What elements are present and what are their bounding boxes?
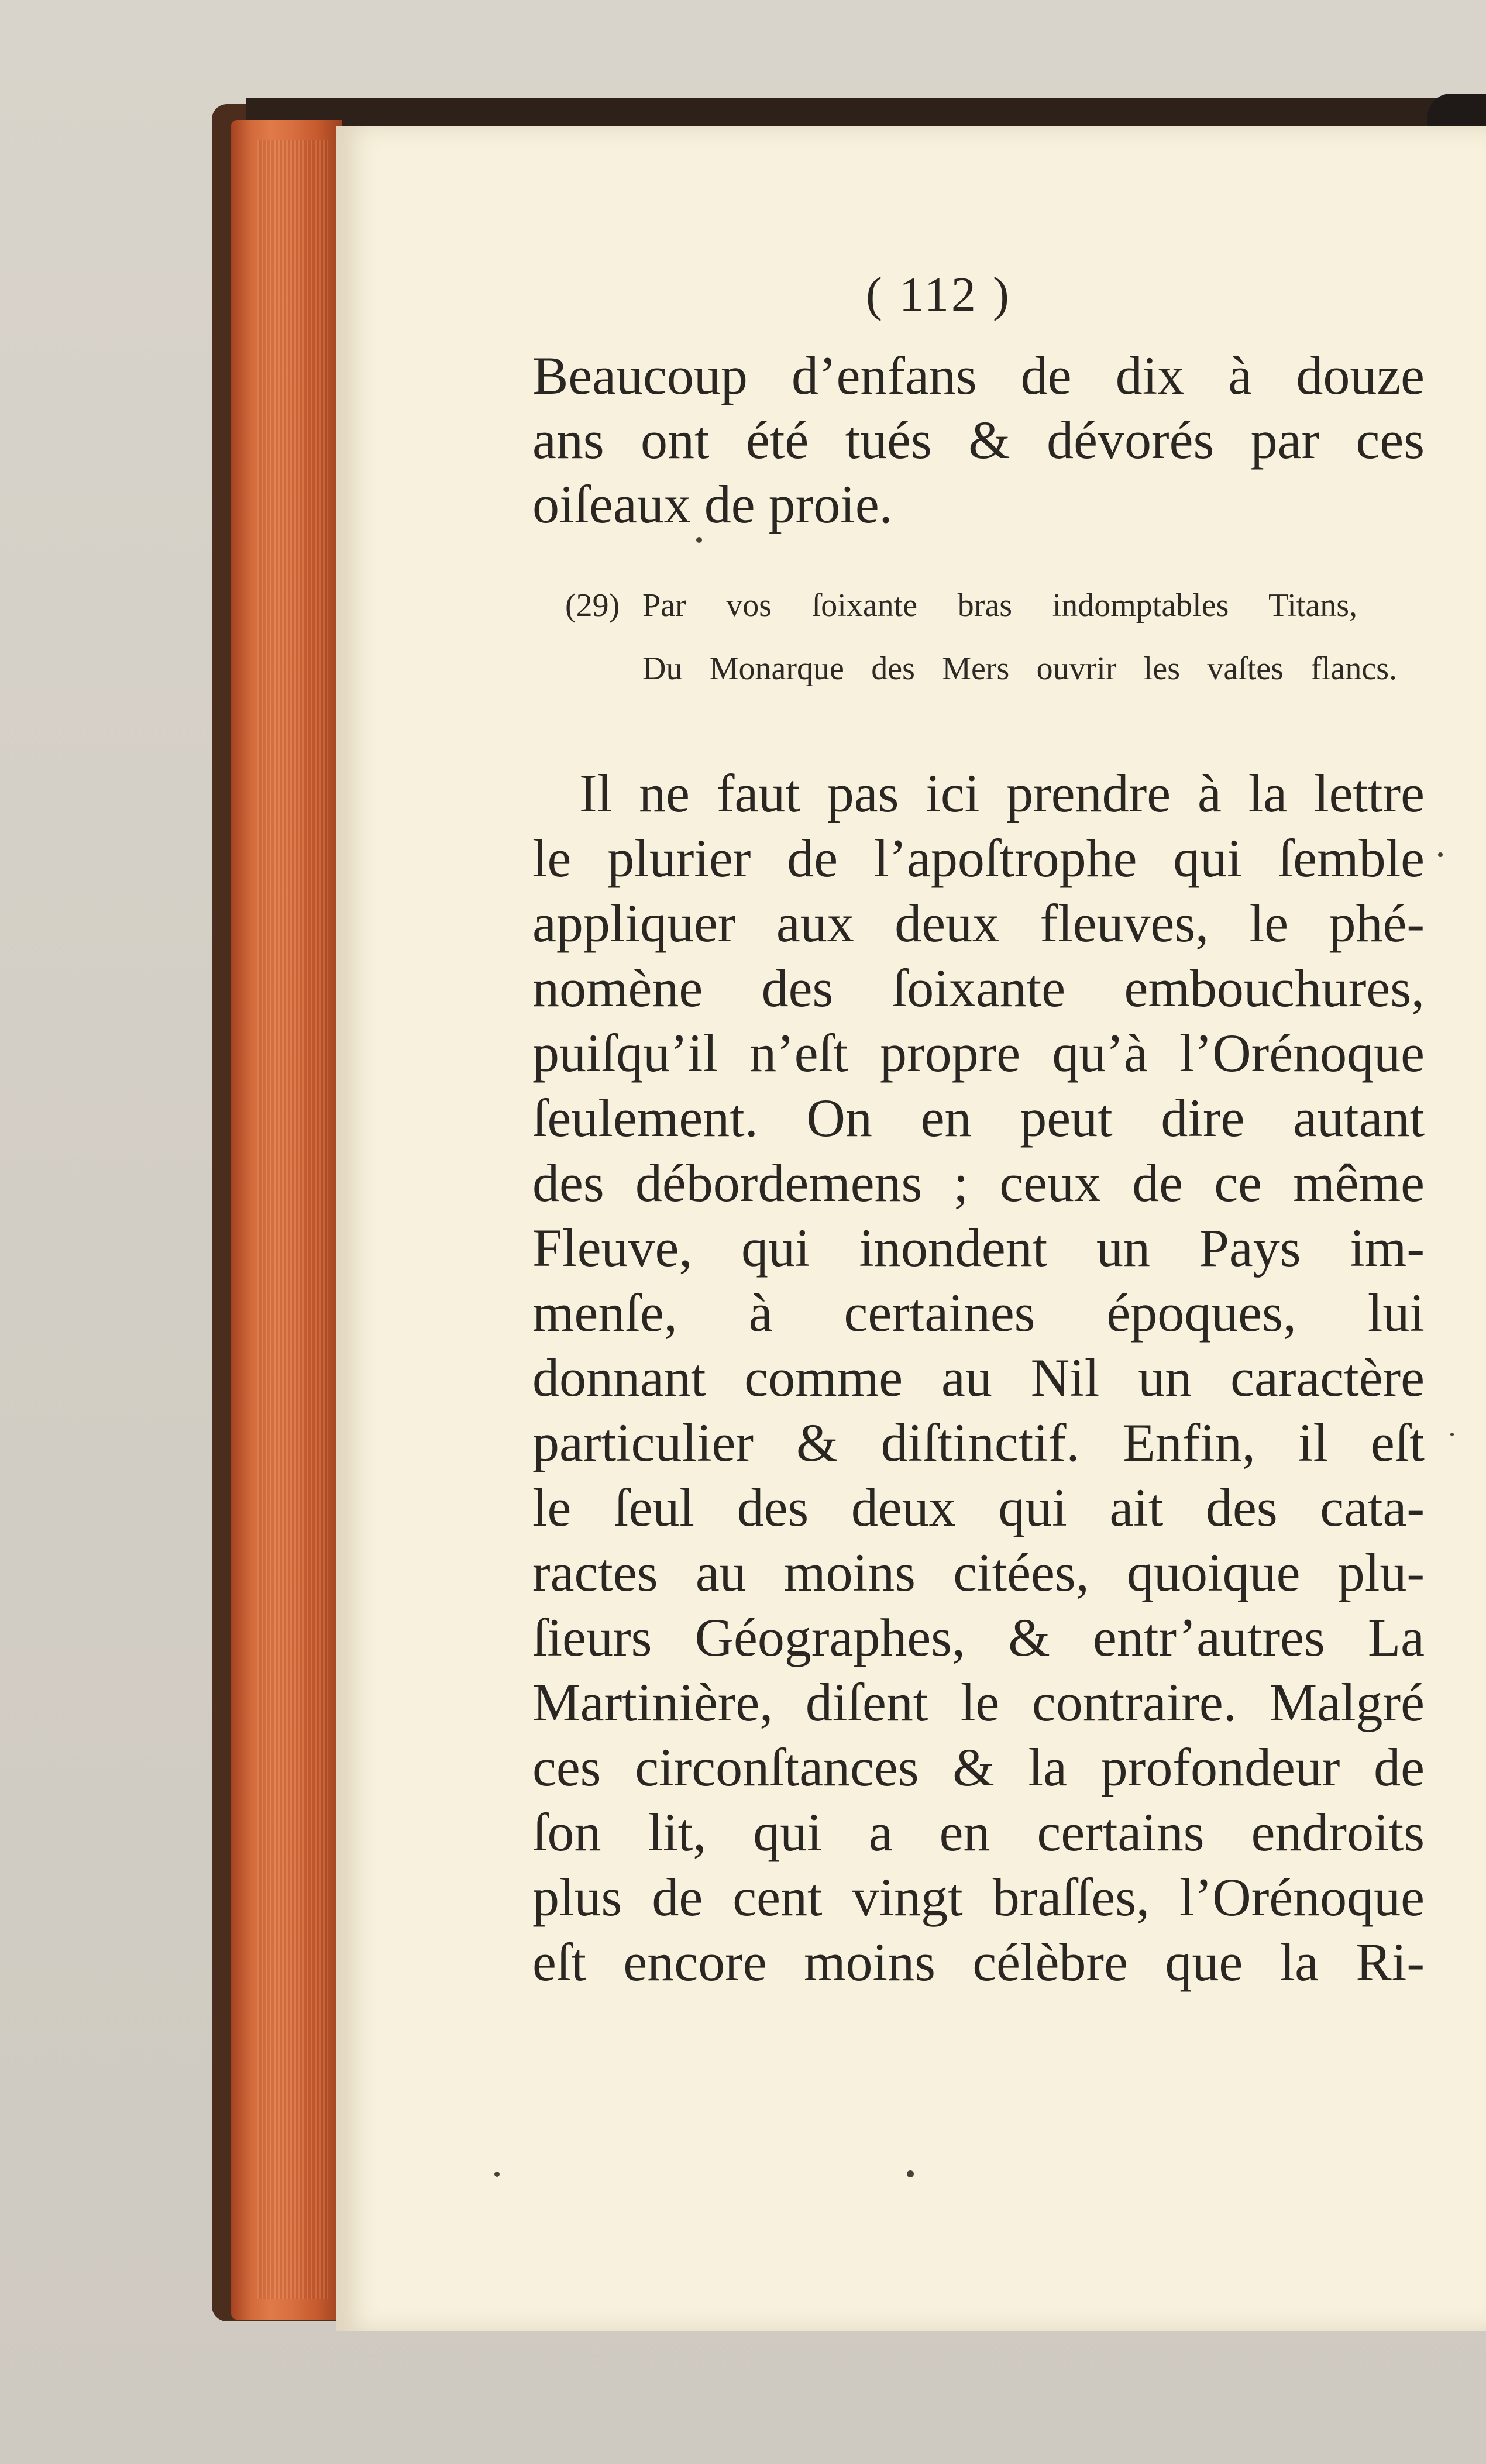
paragraph-2-line: ſon lit, qui a en certains endroits [532,1802,1425,1862]
paragraph-1-line: Beaucoup d’enfans de dix à douze [532,346,1425,405]
paragraph-2-line: appliquer aux deux fleuves, le phé- [532,893,1425,953]
paragraph-2-line: eſt encore moins célèbre que la Ri- [532,1932,1425,1992]
paragraph-1-line: oiſeaux de proie. [532,474,893,534]
paragraph-2-line: particulier & diſtinctif. Enfin, il eſt [532,1413,1425,1472]
paragraph-2-line: Martinière, diſent le contraire. Malgré [532,1673,1425,1732]
page-edge-texture [257,140,328,2299]
footnote-line-1: Par vos ſoixante bras indomptables Titans, [642,587,1357,624]
paragraph-2-line: puiſqu’il n’eſt propre qu’à l’Orénoque [532,1023,1425,1083]
paragraph-2-line: le plurier de l’apoſtrophe qui ſemble [532,828,1425,888]
paragraph-2-line: donnant comme au Nil un caractère [532,1348,1425,1407]
paragraph-2-line: Fleuve, qui inondent un Pays im- [532,1218,1425,1278]
paper-speck [1438,852,1443,857]
paper-speck [1450,1433,1454,1436]
paper-speck [907,2170,914,2177]
paragraph-2-line: le ſeul des deux qui ait des cata- [532,1478,1425,1537]
paragraph-2-line: Il ne faut pas ici prendre à la lettre [579,763,1425,823]
footnote-marker: (29) [565,587,620,624]
book-cover-top-edge [246,98,1486,126]
paper-speck [696,537,702,543]
paragraph-2-line: ſeulement. On en peut dire autant [532,1088,1425,1148]
paragraph-2-line: ractes au moins citées, quoique plu- [532,1543,1425,1602]
paragraph-1-line: ans ont été tués & dévorés par ces [532,410,1425,470]
footnote-line-2: Du Monarque des Mers ouvrir les vaſtes flancs. [642,651,1397,687]
paragraph-2-line: des débordemens ; ceux de ce même [532,1153,1425,1213]
paragraph-2-line: nomène des ſoixante embouchures, [532,958,1425,1018]
paragraph-2-line: ces circonſtances & la profondeur de [532,1737,1425,1797]
paper-speck [494,2172,500,2177]
paragraph-2-line: plus de cent vingt braſſes, l’Orénoque [532,1867,1425,1927]
paragraph-2-line: menſe, à certaines époques, lui [532,1283,1425,1343]
page-number: ( 112 ) [866,267,1012,322]
paragraph-2-line: ſieurs Géographes, & entr’autres La [532,1608,1425,1667]
